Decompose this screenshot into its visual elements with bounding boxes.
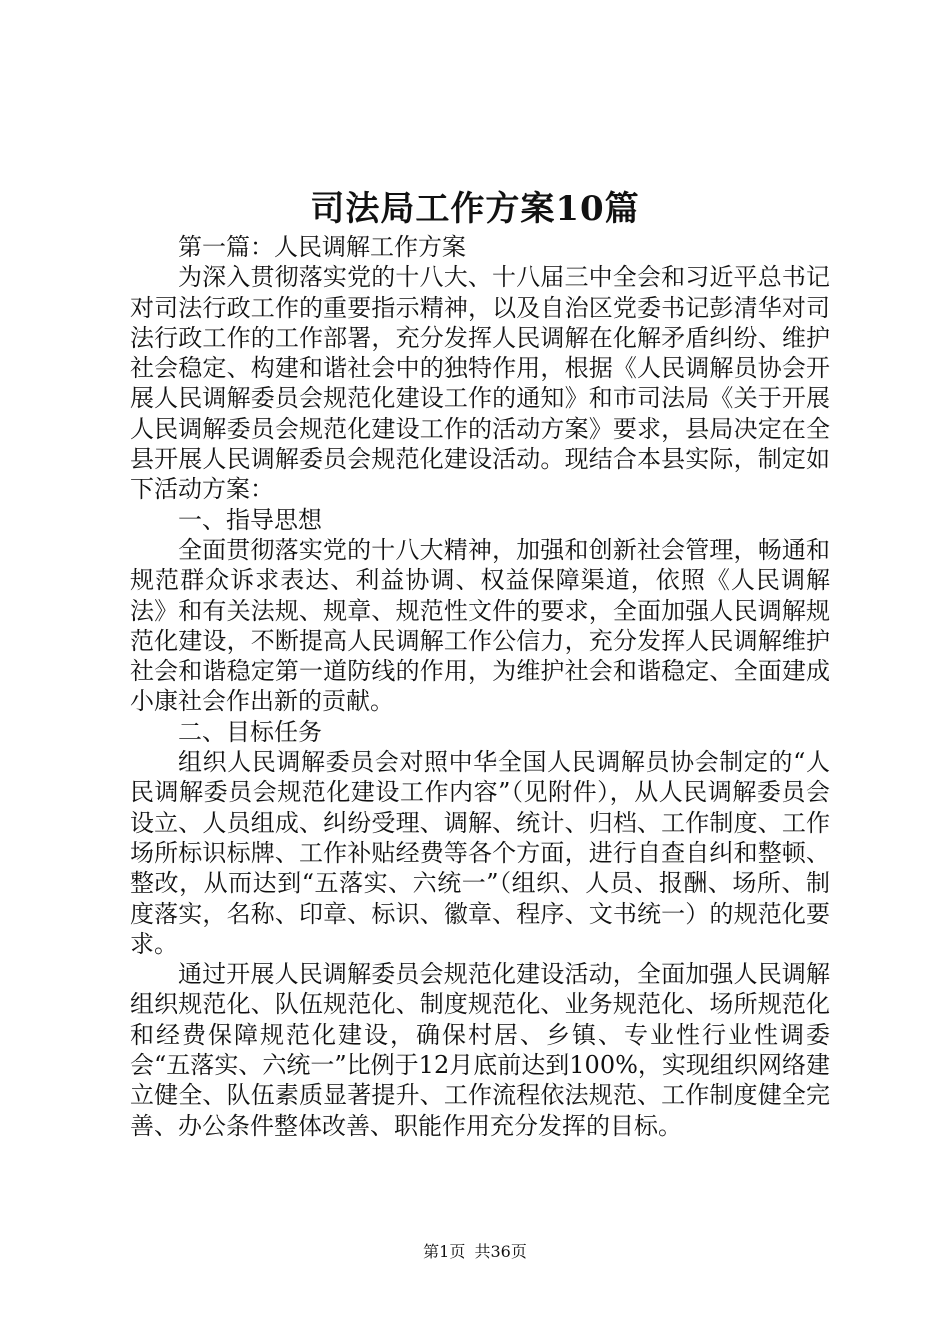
section-heading-guiding-ideology: 一、指导思想 xyxy=(178,505,322,534)
section-heading-goals: 二、目标任务 xyxy=(178,717,322,746)
page-footer xyxy=(0,1240,950,1264)
document-body xyxy=(130,232,830,1141)
guiding-ideology-paragraph: 全面贯彻落实党的十八大精神，加强和创新社会管理，畅通和规范群众诉求表达、利益协调、权益保障渠道，依照《人民调解法》和有关法规、规章、规范性文件的要求，全面加强人民调解规范化建设，不断提高人民调解工作公信力，充分发挥人民调解维护社会和谐稳定第一道防线的作用，为维护社会和谐稳定、全面建成小康社会作出新的贡献。 xyxy=(130,535,830,716)
section-heading-part-one: 第一篇：人民调解工作方案 xyxy=(178,233,466,261)
document-title: 司法局工作方案10篇 xyxy=(310,189,640,229)
page-total: 共36页 xyxy=(474,1242,527,1261)
intro-paragraph: 为深入贯彻落实党的十八大、十八届三中全会和习近平总书记对司法行政工作的重要指示精神，以及自治区党委书记彭清华对司法行政工作的工作部署，充分发挥人民调解在化解矛盾纠纷、维护社会稳定、构建和谐社会中的独特作用，根据《人民调解员协会开展人民调解委员会规范化建设工作的通知》和市司法局《关于开展人民调解委员会规范化建设工作的活动方案》要求，县局决定在全县开展人民调解委员会规范化建设活动。现结合本县实际，制定如下活动方案： xyxy=(130,263,830,504)
goals-paragraph-1: 组织人民调解委员会对照中华全国人民调解员协会制定的“人民调解委员会规范化建设工作内容”（见附件），从人民调解委员会设立、人员组成、纠纷受理、调解、统计、归档、工作制度、工作场所标识标牌、工作补贴经费等各个方面，进行自查自纠和整顿、整改，从而达到“五落实、六统一”（组织、人员、报酬、场所、制度落实，名称、印章、标识、徽章、程序、文书统一）的规范化要求。 xyxy=(130,748,830,958)
page-number: 第1页 xyxy=(423,1242,466,1261)
goals-paragraph-2: 通过开展人民调解委员会规范化建设活动，全面加强人民调解组织规范化、队伍规范化、制度规范化、业务规范化、场所规范化和经费保障规范化建设，确保村居、乡镇、专业性行业性调委会“五落实、六统一”比例于12月底前达到100%，实现组织网络建立健全、队伍素质显著提升、工作流程依法规范、工作制度健全完善、办公条件整体改善、职能作用充分发挥的目标。 xyxy=(130,960,830,1140)
